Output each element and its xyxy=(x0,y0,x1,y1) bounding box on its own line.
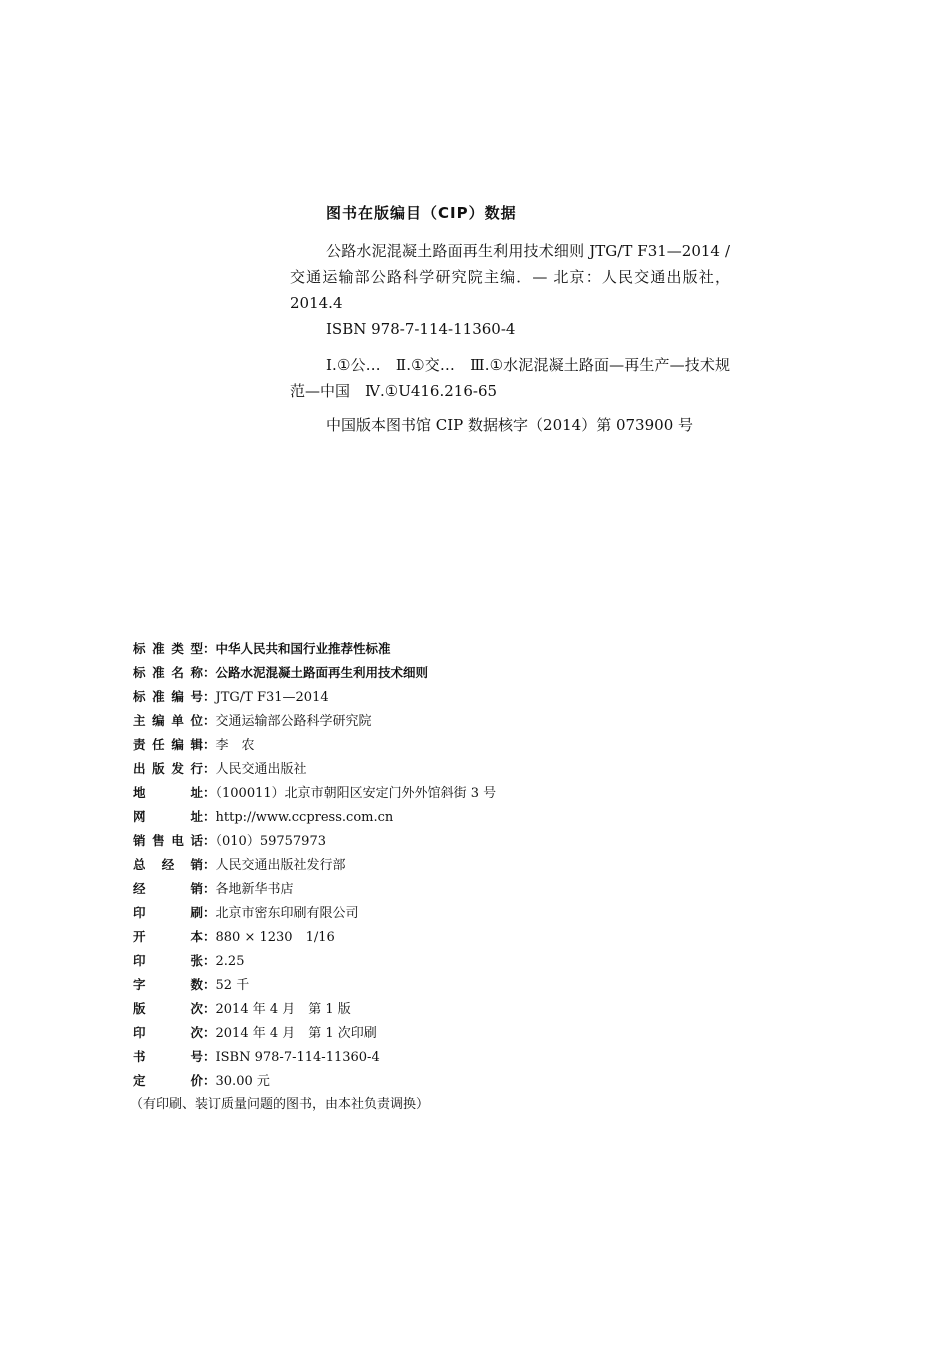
info-value: 2014 年 4 月 第 1 版 xyxy=(215,1002,351,1017)
info-value: 各地新华书店 xyxy=(215,882,294,897)
cip-isbn: ISBN 978-7-114-11360-4 xyxy=(326,320,516,338)
info-row-format: 开本：880 × 1230 1/16 xyxy=(133,925,833,949)
info-row-sales-phone: 销售电话：（010）59757973 xyxy=(133,829,833,853)
info-row-general-distributor: 总经销：人民交通出版社发行部 xyxy=(133,853,833,877)
info-row-edition: 版次：2014 年 4 月 第 1 版 xyxy=(133,997,833,1021)
info-value: （010）59757973 xyxy=(215,834,326,849)
info-value: 2.25 xyxy=(215,954,245,969)
quality-note: （有印刷、装订质量问题的图书，由本社负责调换） xyxy=(130,1097,430,1112)
info-value: 2014 年 4 月 第 1 次印刷 xyxy=(215,1026,377,1041)
info-label: 印刷 xyxy=(133,905,203,920)
info-value: 52 千 xyxy=(215,978,250,993)
info-value: JTG/T F31—2014 xyxy=(215,690,329,705)
info-row-standard-name: 标准名称：公路水泥混凝土路面再生利用技术细则 xyxy=(133,661,833,685)
info-label: 开本 xyxy=(133,929,203,944)
info-value: 中华人民共和国行业推荐性标准 xyxy=(215,641,391,656)
info-label: 网址 xyxy=(133,809,203,824)
info-value: 公路水泥混凝土路面再生利用技术细则 xyxy=(215,665,429,680)
info-label: 标准名称 xyxy=(133,665,203,680)
info-value: 李 农 xyxy=(215,738,255,753)
cip-block xyxy=(290,202,730,438)
info-row-distributor: 经销：各地新华书店 xyxy=(133,877,833,901)
info-label: 定价 xyxy=(133,1073,203,1088)
info-label: 印次 xyxy=(133,1025,203,1040)
info-row-price: 定价：30.00 元 xyxy=(133,1069,833,1093)
info-label: 标准类型 xyxy=(133,641,203,656)
cip-classification: Ⅰ.①公… Ⅱ.①交… Ⅲ.①水泥混凝土路面—再生产—技术规范—中国 Ⅳ.①U416.216-65 xyxy=(290,356,730,400)
info-row-book-number: 书号：ISBN 978-7-114-11360-4 xyxy=(133,1045,833,1069)
info-row-responsible-editor: 责任编辑：李 农 xyxy=(133,733,833,757)
info-value: （100011）北京市朝阳区安定门外外馆斜街 3 号 xyxy=(215,786,497,801)
info-row-word-count: 字数：52 千 xyxy=(133,973,833,997)
cip-catalog-entry: 公路水泥混凝土路面再生利用技术细则 JTG/T F31—2014 / 交通运输部公路科学研究院主编．— 北京：人民交通出版社，2014.4 xyxy=(290,242,730,312)
info-label: 责任编辑 xyxy=(133,737,203,752)
info-value: 人民交通出版社 xyxy=(215,762,307,777)
info-row-standard-number: 标准编号：JTG/T F31—2014 xyxy=(133,685,833,709)
info-label: 出版发行 xyxy=(133,761,203,776)
info-label: 字数 xyxy=(133,977,203,992)
cip-data-number: 中国版本图书馆 CIP 数据核字（2014）第 073900 号 xyxy=(326,416,694,434)
info-value: 北京市密东印刷有限公司 xyxy=(215,906,359,921)
info-row-printed-sheets: 印张：2.25 xyxy=(133,949,833,973)
info-value: 30.00 元 xyxy=(215,1074,270,1089)
info-value: 880 × 1230 1/16 xyxy=(215,930,335,945)
info-row-impression: 印次：2014 年 4 月 第 1 次印刷 xyxy=(133,1021,833,1045)
info-row-publisher: 出版发行：人民交通出版社 xyxy=(133,757,833,781)
info-label: 版次 xyxy=(133,1001,203,1016)
info-label: 主编单位 xyxy=(133,713,203,728)
cip-title: 图书在版编目（CIP）数据 xyxy=(326,204,517,222)
info-value: 人民交通出版社发行部 xyxy=(215,858,346,873)
info-label: 地址 xyxy=(133,785,203,800)
info-row-printer: 印刷：北京市密东印刷有限公司 xyxy=(133,901,833,925)
info-label: 标准编号 xyxy=(133,689,203,704)
info-label: 经销 xyxy=(133,881,203,896)
info-value: ISBN 978-7-114-11360-4 xyxy=(215,1050,380,1065)
info-label: 印张 xyxy=(133,953,203,968)
info-row-standard-type: 标准类型：中华人民共和国行业推荐性标准 xyxy=(133,637,833,661)
info-label: 书号 xyxy=(133,1049,203,1064)
info-label: 总经销 xyxy=(133,857,203,872)
publication-info xyxy=(130,637,833,1117)
info-label: 销售电话 xyxy=(133,833,203,848)
info-row-editor-unit: 主编单位：交通运输部公路科学研究院 xyxy=(133,709,833,733)
info-value: http://www.ccpress.com.cn xyxy=(215,810,394,825)
info-row-address: 地址：（100011）北京市朝阳区安定门外外馆斜街 3 号 xyxy=(133,781,833,805)
info-value: 交通运输部公路科学研究院 xyxy=(215,714,372,729)
info-row-website: 网址：http://www.ccpress.com.cn xyxy=(133,805,833,829)
